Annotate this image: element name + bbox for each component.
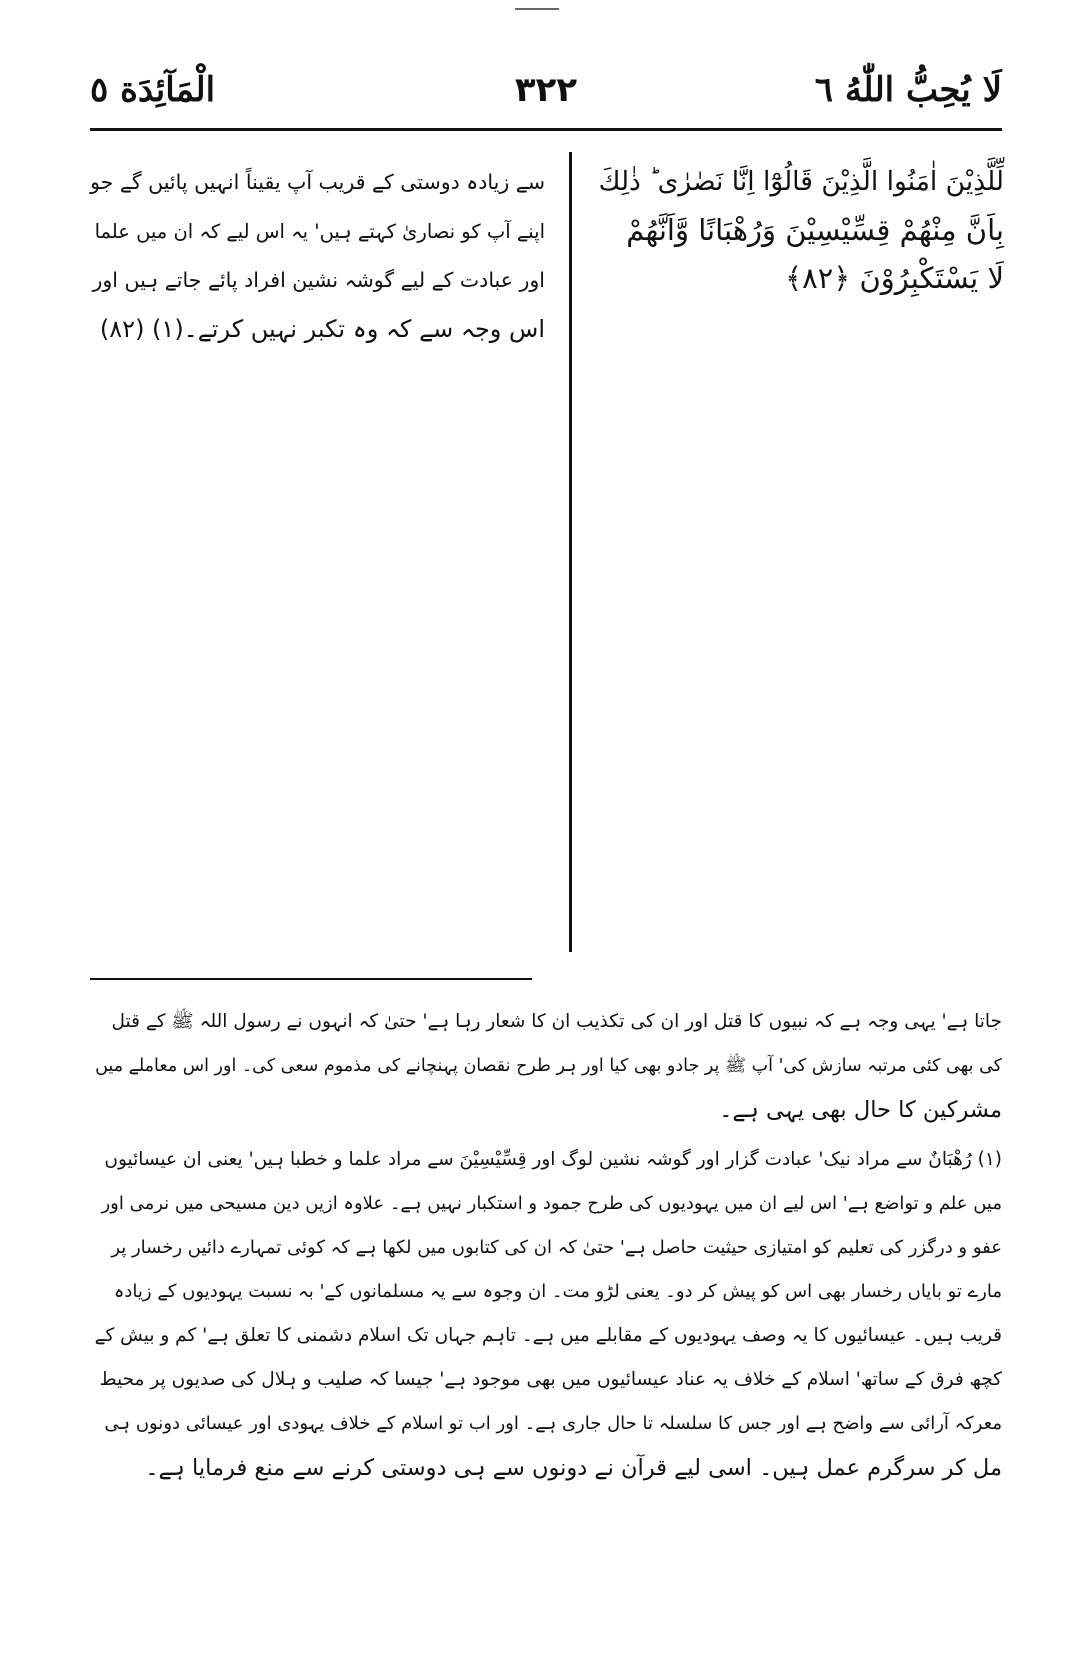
- surah-title: الْمَآئِدَة ٥: [90, 70, 216, 110]
- page-number: ۳۲۲: [514, 70, 578, 110]
- translation-line: سے زیادہ دوستی کے قریب آپ یقیناً انہیں پائیں گے جو: [90, 170, 545, 194]
- page-header: [90, 70, 1002, 126]
- arabic-line: بِاَنَّ مِنْهُمْ قِسِّيْسِيْنَ وَرُهْبَانًا وَّاَنَّهُمْ: [626, 213, 1004, 247]
- arabic-line: لِّلَّذِيْنَ اٰمَنُوا الَّذِيْنَ قَالُوْٓا اِنَّا نَصٰرٰى ؕ ذٰلِكَ: [598, 166, 1004, 197]
- column-divider: [569, 152, 572, 952]
- footnote-line: جاتا ہے' یہی وجہ ہے کہ نبیوں کا قتل اور ان کی تکذیب ان کا شعار رہا ہے' حتیٰ کہ انہوں نے رسول اللہ ﷺ کے قتل: [111, 1011, 1002, 1032]
- footnote-continued: [90, 1000, 1002, 1132]
- footnote-line: مل کر سرگرم عمل ہیں۔ اسی لیے قرآن نے دونوں سے ہی دوستی کرنے سے منع فرمایا ہے۔: [145, 1455, 1002, 1481]
- arabic-verse-column: [594, 158, 1004, 302]
- footnote-line: کچھ فرق کے ساتھ' اسلام کے خلاف یہ عناد عیسائیوں میں بھی موجود ہے' جیسا کہ صلیب و ہلال کی صدیوں پر محیط: [99, 1369, 1002, 1390]
- translation-line: اپنے آپ کو نصاریٰ کہتے ہیں' یہ اس لیے کہ ان میں علما: [94, 220, 545, 243]
- footnote-line: کی بھی کئی مرتبہ سازش کی' آپ ﷺ پر جادو بھی کیا اور ہر طرح نقصان پہنچانے کی مذموم سعی کی۔ اور اس معاملے میں: [95, 1056, 1002, 1076]
- footnote-line: (۱) رُهْبَانٌ سے مراد نیک' عبادت گزار اور گوشہ نشین لوگ اور قِسِّيْسِيْنَ سے مراد علما و خطبا ہیں' یعنی ان عیسائیوں: [104, 1149, 1002, 1170]
- footnote-line: مارے تو بایاں رخسار بھی اس کو پیش کر دو۔ یعنی لڑو مت۔ ان وجوہ سے یہ مسلمانوں کے' بہ نسبت یہودیوں کے زیادہ: [113, 1281, 1002, 1302]
- footnote-rule: [90, 978, 532, 980]
- footnote-line: عفو و درگزر کی تعلیم کو امتیازی حیثیت حاصل ہے' حتیٰ کہ ان کی کتابوں میں لکھا ہے کہ کوئی تمہارے دائیں رخسار پر: [111, 1237, 1002, 1258]
- arabic-line: لَا يَسْتَكْبِرُوْنَ ﴿۸۲﴾: [785, 261, 1004, 295]
- footnote-line: قریب ہیں۔ عیسائیوں کا یہ وصف یہودیوں کے مقابلے میں ہے۔ تاہم جہاں تک اسلام دشمنی کا تعلق ہے' کم و بیش کے: [94, 1325, 1002, 1346]
- footnotes: [90, 1000, 1002, 1496]
- header-rule: [90, 128, 1002, 131]
- footnote-line: مشرکین کا حال بھی یہی ہے۔: [719, 1097, 1002, 1123]
- translation-column: [90, 158, 545, 354]
- juz-title: لَا يُحِبُّ اللّٰهُ ٦: [814, 70, 1002, 110]
- top-edge-mark: [515, 8, 559, 10]
- translation-line: اور عبادت کے لیے گوشہ نشین افراد پائے جاتے ہیں اور: [92, 268, 545, 292]
- footnote-line: معرکہ آرائی سے واضح ہے اور جس کا سلسلہ تا حال جاری ہے۔ اور اب تو اسلام کے خلاف یہودی اور عیسائی دونوں ہی: [104, 1413, 1002, 1434]
- footnote-1: [90, 1138, 1002, 1490]
- translation-line: اس وجہ سے کہ وہ تکبر نہیں کرتے۔(۱) (۸۲): [99, 315, 545, 343]
- footnote-line: میں علم و تواضع ہے' اس لیے ان میں یہودیوں کی طرح جمود و استکبار نہیں ہے۔ علاوہ ازیں دین مسیحی میں نرمی اور: [101, 1193, 1002, 1214]
